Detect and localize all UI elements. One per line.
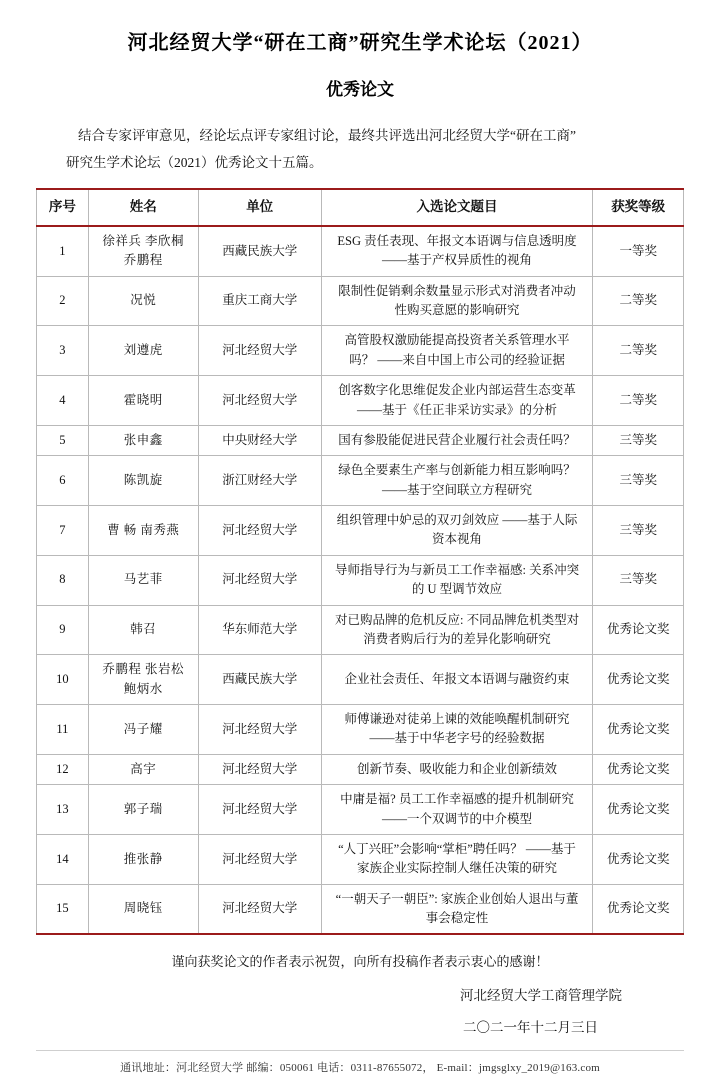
cell-org: 河北经贸大学 (198, 555, 321, 605)
column-header-org: 单位 (198, 189, 321, 226)
cell-no: 11 (37, 705, 89, 755)
cell-level: 三等奖 (593, 425, 684, 455)
table-row (37, 555, 684, 605)
cell-title: 对已购品牌的危机反应: 不同品牌危机类型对 消费者购后行为的差异化影响研究 (321, 605, 593, 655)
cell-name: 周晓钰 (88, 884, 198, 934)
page-subtitle: 优秀论文 (326, 80, 394, 99)
cell-no: 9 (37, 605, 89, 655)
intro-line-1: 结合专家评审意见，经论坛点评专家组讨论，最终共评选出河北经贸大学“研在工商” (78, 128, 576, 143)
table-row (37, 884, 684, 934)
cell-name: 乔鹏程 张岩松 鲍炳水 (88, 655, 198, 705)
cell-org: 河北经贸大学 (198, 326, 321, 376)
cell-title: 创新节奏、吸收能力和企业创新绩效 (321, 754, 593, 784)
cell-level: 二等奖 (593, 326, 684, 376)
cell-org: 华东师范大学 (198, 605, 321, 655)
page-title: 河北经贸大学“研在工商”研究生学术论坛（2021） (127, 32, 593, 54)
signature-org: 河北经贸大学工商管理学院 (460, 988, 622, 1004)
cell-level: 优秀论文奖 (593, 834, 684, 884)
cell-no: 15 (37, 884, 89, 934)
cell-title: 中庸是福? 员工工作幸福感的提升机制研究 ——一个双调节的中介模型 (321, 785, 593, 835)
table-header-row (37, 189, 684, 226)
column-header-title: 入选论文题目 (321, 189, 593, 226)
cell-title: 导师指导行为与新员工工作幸福感: 关系冲突 的 U 型调节效应 (321, 555, 593, 605)
cell-level: 优秀论文奖 (593, 884, 684, 934)
cell-no: 10 (37, 655, 89, 705)
table-row (37, 655, 684, 705)
cell-title: “一朝天子一朝臣”: 家族企业创始人退出与董 事会稳定性 (321, 884, 593, 934)
award-table (36, 188, 684, 935)
cell-no: 14 (37, 834, 89, 884)
cell-title: ESG 责任表现、年报文本语调与信息透明度 ——基于产权异质性的视角 (321, 226, 593, 276)
column-header-no: 序号 (37, 189, 89, 226)
cell-title: “人丁兴旺”会影响“掌柜”聘任吗？ ——基于 家族企业实际控制人继任决策的研究 (321, 834, 593, 884)
cell-org: 河北经贸大学 (198, 785, 321, 835)
cell-title: 限制性促销剩余数量显示形式对消费者冲动 性购买意愿的影响研究 (321, 276, 593, 326)
cell-name: 高宇 (88, 754, 198, 784)
cell-org: 河北经贸大学 (198, 834, 321, 884)
cell-level: 三等奖 (593, 555, 684, 605)
cell-title: 绿色全要素生产率与创新能力相互影响吗？ ——基于空间联立方程研究 (321, 456, 593, 506)
cell-name: 韩召 (88, 605, 198, 655)
intro-line-2: 研究生学术论坛（2021）优秀论文十五篇。 (66, 155, 323, 170)
cell-name: 张申鑫 (88, 425, 198, 455)
cell-name: 霍晓明 (88, 376, 198, 426)
document-page (0, 26, 720, 1075)
cell-org: 重庆工商大学 (198, 276, 321, 326)
cell-org: 河北经贸大学 (198, 754, 321, 784)
intro-paragraph (36, 122, 684, 176)
cell-level: 一等奖 (593, 226, 684, 276)
cell-title: 创客数字化思维促发企业内部运营生态变革 ——基于《任正非采访实录》的分析 (321, 376, 593, 426)
cell-org: 河北经贸大学 (198, 376, 321, 426)
cell-org: 河北经贸大学 (198, 884, 321, 934)
table-row (37, 326, 684, 376)
table-row (37, 754, 684, 784)
cell-level: 二等奖 (593, 376, 684, 426)
column-header-name: 姓名 (88, 189, 198, 226)
cell-no: 3 (37, 326, 89, 376)
cell-level: 二等奖 (593, 276, 684, 326)
cell-no: 6 (37, 456, 89, 506)
cell-name: 刘遵虎 (88, 326, 198, 376)
cell-title: 师傅谦逊对徒弟上谏的效能唤醒机制研究 ——基于中华老字号的经验数据 (321, 705, 593, 755)
cell-level: 三等奖 (593, 456, 684, 506)
table-header (37, 189, 684, 226)
cell-title: 企业社会责任、年报文本语调与融资约束 (321, 655, 593, 705)
table-row (37, 425, 684, 455)
cell-name: 曹 畅 南秀燕 (88, 506, 198, 556)
table-row (37, 834, 684, 884)
table-body (37, 226, 684, 935)
cell-org: 西藏民族大学 (198, 226, 321, 276)
table-row (37, 376, 684, 426)
cell-no: 12 (37, 754, 89, 784)
cell-level: 三等奖 (593, 506, 684, 556)
cell-no: 7 (37, 506, 89, 556)
cell-level: 优秀论文奖 (593, 785, 684, 835)
table-row (37, 506, 684, 556)
cell-title: 高管股权激励能提高投资者关系管理水平 吗？ ——来自中国上市公司的经验证据 (321, 326, 593, 376)
cell-no: 5 (37, 425, 89, 455)
table-row (37, 226, 684, 276)
cell-name: 郭子瑞 (88, 785, 198, 835)
cell-no: 13 (37, 785, 89, 835)
cell-level: 优秀论文奖 (593, 655, 684, 705)
footer-divider (36, 1050, 684, 1051)
table-row (37, 785, 684, 835)
cell-level: 优秀论文奖 (593, 705, 684, 755)
footer-contact: 通讯地址：河北经贸大学 邮编：050061 电话：0311-87655072， E-mail：jmgsglxy_2019@163.com (120, 1062, 600, 1075)
cell-title: 国有参股能促进民营企业履行社会责任吗？ (321, 425, 593, 455)
cell-org: 河北经贸大学 (198, 705, 321, 755)
cell-level: 优秀论文奖 (593, 605, 684, 655)
cell-name: 马艺菲 (88, 555, 198, 605)
cell-title: 组织管理中妒忌的双刃剑效应 ——基于人际 资本视角 (321, 506, 593, 556)
closing-note: 谨向获奖论文的作者表示祝贺，向所有投稿作者表示衷心的感谢！ (171, 954, 549, 970)
cell-level: 优秀论文奖 (593, 754, 684, 784)
cell-org: 西藏民族大学 (198, 655, 321, 705)
cell-name: 推张静 (88, 834, 198, 884)
cell-name: 冯子耀 (88, 705, 198, 755)
cell-no: 4 (37, 376, 89, 426)
table-row (37, 605, 684, 655)
cell-no: 8 (37, 555, 89, 605)
column-header-level: 获奖等级 (593, 189, 684, 226)
cell-org: 中央财经大学 (198, 425, 321, 455)
cell-name: 况悦 (88, 276, 198, 326)
cell-org: 河北经贸大学 (198, 506, 321, 556)
table-row (37, 456, 684, 506)
cell-no: 2 (37, 276, 89, 326)
cell-name: 陈凯旋 (88, 456, 198, 506)
table-row (37, 705, 684, 755)
cell-no: 1 (37, 226, 89, 276)
cell-org: 浙江财经大学 (198, 456, 321, 506)
cell-name: 徐祥兵 李欣桐 乔鹏程 (88, 226, 198, 276)
table-row (37, 276, 684, 326)
signature-date: 二〇二一年十二月三日 (463, 1020, 598, 1036)
